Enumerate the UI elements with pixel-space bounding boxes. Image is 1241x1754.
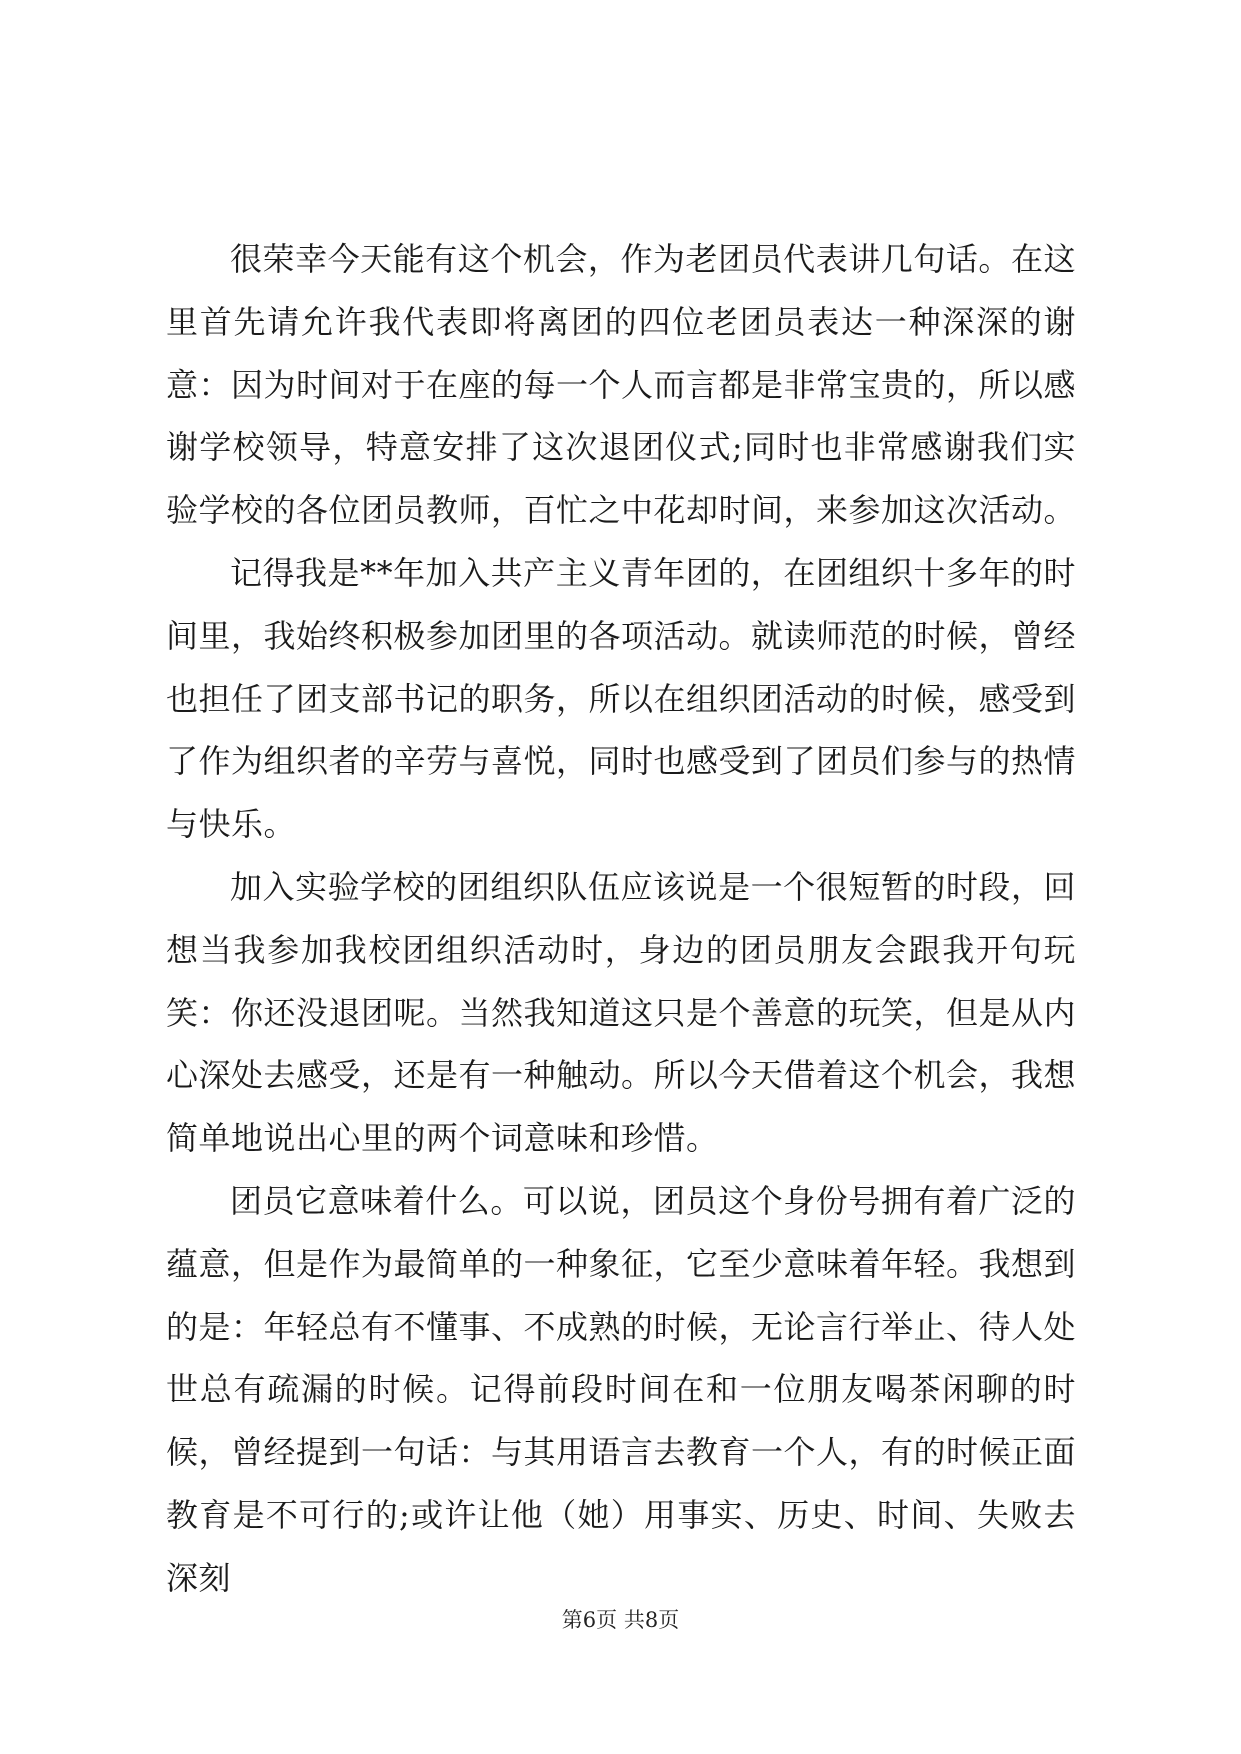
paragraph-1: 很荣幸今天能有这个机会，作为老团员代表讲几句话。在这里首先请允许我代表即将离团的四位老团员表达一种深深的谢意：因为时间对于在座的每一个人而言都是非常宝贵的，所以感谢学校领导，特意安排了这次退团仪式;同时也非常感谢我们实验学校的各位团员教师，百忙之中花却时间，来参加这次活动。	[166, 240, 1077, 530]
paragraph-2: 记得我是**年加入共产主义青年团的，在团组织十多年的时间里，我始终积极参加团里的各项活动。就读师范的时候，曾经也担任了团支部书记的职务，所以在组织团活动的时候，感受到了作为组织者的辛劳与喜悦，同时也感受到了团员们参与的热情与快乐。	[166, 553, 1077, 844]
paragraph-4: 团员它意味着什么。可以说，团员这个身份号拥有着广泛的蕴意，但是作为最简单的一种象征，它至少意味着年轻。我想到的是：年轻总有不懂事、不成熟的时候，无论言行举止、待人处世总有疏漏的时候。记得前段时间在和一位朋友喝茶闲聊的时候，曾经提到一句话：与其用语言去教育一个人，有的时候正面教育是不可行的;或许让他（她）用事实、历史、时间、失败去深刻	[166, 1181, 1077, 1597]
page-number-footer: 第6页 共8页	[561, 1608, 680, 1632]
document-body	[166, 228, 1076, 1610]
paragraph-3: 加入实验学校的团组织队伍应该说是一个很短暂的时段，回想当我参加我校团组织活动时，身边的团员朋友会跟我开句玩笑：你还没退团呢。当然我知道这只是个善意的玩笑，但是从内心深处去感受，还是有一种触动。所以今天借着这个机会，我想简单地说出心里的两个词意味和珍惜。	[166, 867, 1077, 1158]
